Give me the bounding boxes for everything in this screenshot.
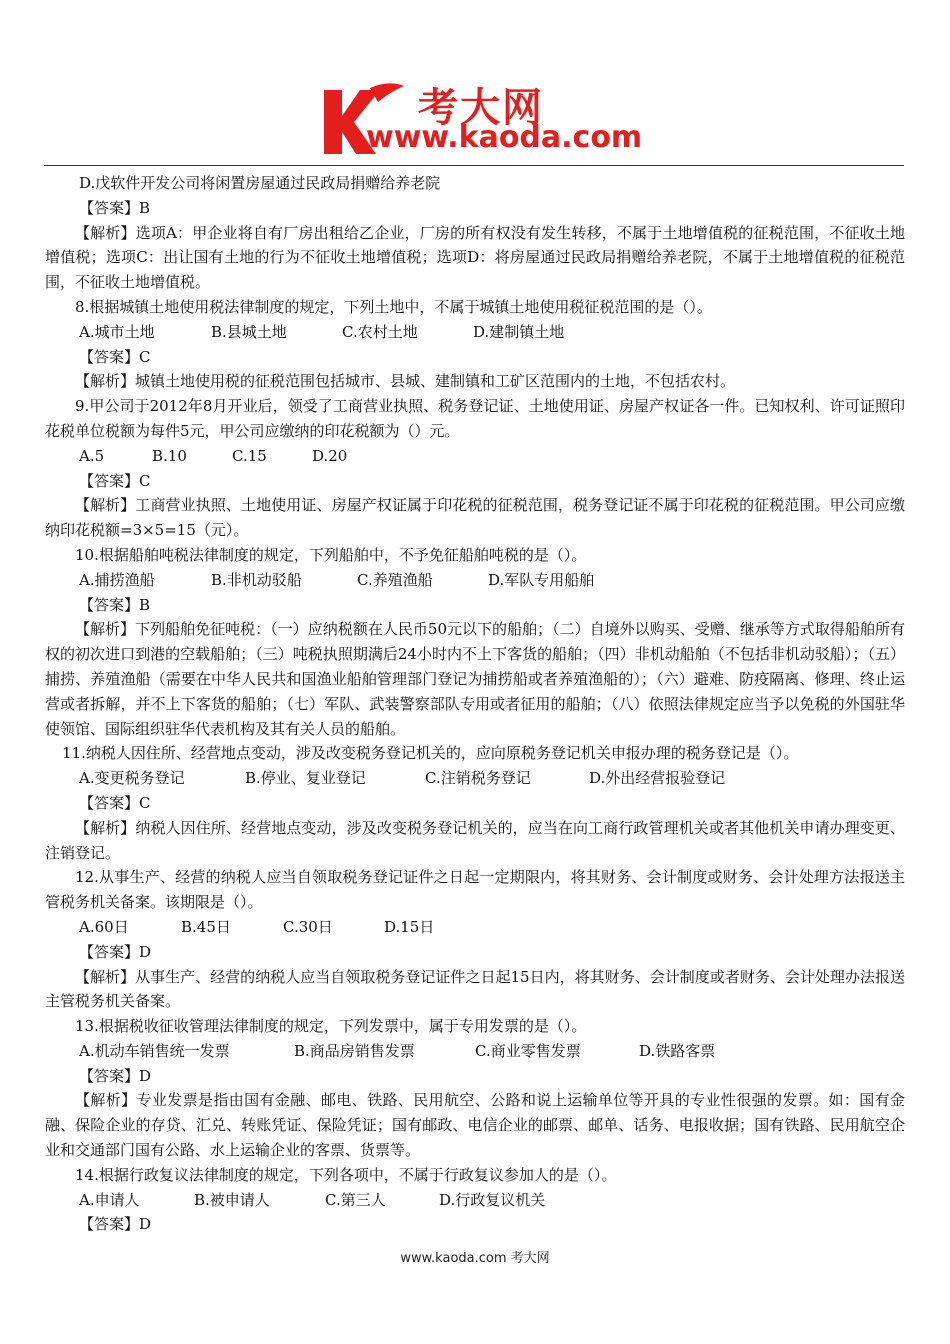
q10-option-c: C.养殖渔船 [357,570,433,589]
q9-option-c: C.15 [232,446,267,465]
q10-analysis: 【解析】下列船舶免征吨税：（一）应纳税额在人民币50元以下的船舶；（二）自境外以购买、受赠、继承等方式取得船舶所有权的初次进口到港的空载船舶；（三）吨税执照期满后24小时内不上下客货的船舶；（四）非机动船舶（不包括非机动驳船）；（五）捕捞、养殖渔船（需要在中华人民共和国渔业船舶管理部门登记为捕捞船或者养殖渔船的）；（六）避难、防疫隔离、修理、终止运营或者拆解，并不上下客货的船舶；（七）军队、武装警察部队专用或者征用的船舶；（八）依照法律规定应当予以免税的外国驻华使领馆、国际组织驻华代表机构及其有关人员的船舶。 [45,620,905,738]
q13-option-b: B.商品房销售发票 [294,1041,415,1060]
q13-options [45,1039,905,1064]
q14-option-a: A.申请人 [79,1190,140,1209]
q12-analysis: 【解析】从事生产、经营的纳税人应当自领取税务登记证件之日起15日内，将其财务、会计制度或者财务、会计处理办法报送主管税务机关备案。 [45,967,905,1011]
logo-chinese-text: 考大网 [418,85,544,131]
q14-option-b: B.被申请人 [194,1190,270,1209]
q12-answer: 【答案】D [79,942,152,961]
q10-option-d: D.军队专用船舶 [488,570,595,589]
q8-option-c: C.农村土地 [342,322,418,341]
q8-option-b: B.县城土地 [211,322,287,341]
q13-analysis: 【解析】专业发票是指由国有金融、邮电、铁路、民用航空、公路和说上运输单位等开具的专业性很强的发票。如：国有金融、保险企业的存贷、汇兑、转账凭证、保险凭证；国有邮政、电信企业的邮票、邮单、话务、电报收据；国有铁路、民用航空企业和交通部门国有公路、水上运输企业的客票、货票等。 [45,1091,905,1160]
q11-option-b: B.停业、复业登记 [245,769,366,788]
q9-options [45,444,905,469]
q14-stem: 14.根据行政复议法律制度的规定，下列各项中，不属于行政复议参加人的是（）。 [75,1165,617,1184]
document-body [45,171,905,1237]
q9-answer: 【答案】C [79,471,151,490]
q10-option-a: A.捕捞渔船 [79,570,155,589]
q9-option-b: B.10 [152,446,187,465]
q10-answer: 【答案】B [79,595,151,614]
q8-option-d: D.建制镇土地 [473,322,565,341]
header-divider [44,165,904,166]
q12-option-b: B.45日 [181,917,231,936]
q13-option-a: A.机动车销售统一发票 [79,1041,230,1060]
q14-answer: 【答案】D [79,1215,152,1234]
q9-option-d: D.20 [312,446,348,465]
logo-url-text: www.kaoda.com [366,120,643,155]
q11-stem: 11.纳税人因住所、经营地点变动，涉及改变税务登记机关的，应向原税务登记机关申报办理的税务登记是（）。 [62,744,799,763]
q8-stem: 8.根据城镇土地使用税法律制度的规定，下列土地中，不属于城镇土地使用税征税范围的是（）。 [75,297,712,316]
q13-option-c: C.商业零售发票 [475,1041,581,1060]
q9-stem: 9.甲公司于2012年8月开业后，领受了工商营业执照、税务登记证、土地使用证、房屋产权证各一件。已知权利、许可证照印花税单位税额为每件5元，甲公司应缴纳的印花税额为（）元。 [45,397,905,440]
q11-option-c: C.注销税务登记 [425,769,531,788]
q7-option-d: D.戊软件开发公司将闲置房屋通过民政局捐赠给养老院 [79,174,441,192]
q8-options [45,320,905,345]
q12-options [45,915,905,940]
q12-stem: 12.从事生产、经营的纳税人应当自领取税务登记证件之日起一定期限内，将其财务、会计制度或财务、会计处理方法报送主管税务机关备案。该期限是（）。 [45,868,905,912]
q9-option-a: A.5 [79,446,105,465]
q8-answer: 【答案】C [79,347,151,366]
q13-answer: 【答案】D [79,1066,152,1085]
q14-options [45,1188,905,1213]
q12-option-c: C.30日 [283,917,333,936]
q10-options [45,568,905,593]
q9-analysis: 【解析】工商营业执照、土地使用证、房屋产权证属于印花税的征税范围，税务登记证不属于印花税的征税范围。甲公司应缴纳印花税额=3×5=15（元）。 [45,496,905,540]
q14-option-d: D.行政复议机关 [439,1190,546,1209]
q10-option-b: B.非机动驳船 [211,570,302,589]
q11-analysis: 【解析】纳税人因住所、经营地点变动，涉及改变税务登记机关的，应当在向工商行政管理机关或者其他机关申请办理变更、注销登记。 [45,818,905,862]
q8-analysis: 【解析】城镇土地使用税的征税范围包括城市、县城、建制镇和工矿区范围内的土地，不包括农村。 [75,372,736,391]
q13-option-d: D.铁路客票 [639,1041,716,1060]
q11-option-a: A.变更税务登记 [79,769,185,788]
kaoda-logo [318,82,643,158]
q10-stem: 10.根据船舶吨税法律制度的规定，下列船舶中，不予免征船舶吨税的是（）。 [75,545,587,564]
q12-option-d: D.15日 [384,917,435,936]
q7-analysis: 【解析】选项A：甲企业将自有厂房出租给乙企业，厂房的所有权没有发生转移，不属于土地增值税的征税范围，不征收土地增值税；选项C：出让国有土地的行为不征收土地增值税；选项D：将房屋通过民政局捐赠给养老院，不属于土地增值税的征税范围，不征收土地增值税。 [45,223,905,292]
page-footer: www.kaoda.com 考大网 [400,1251,550,1266]
q7-answer: 【答案】B [79,198,151,217]
q11-answer: 【答案】C [79,793,151,812]
q11-option-d: D.外出经营报验登记 [589,769,726,788]
q11-options [45,766,905,791]
q14-option-c: C.第三人 [325,1190,386,1209]
q8-option-a: A.城市土地 [79,322,155,341]
q13-stem: 13.根据税收征收管理法律制度的规定，下列发票中，属于专用发票的是（）。 [75,1017,587,1036]
q12-option-a: A.60日 [79,917,129,936]
